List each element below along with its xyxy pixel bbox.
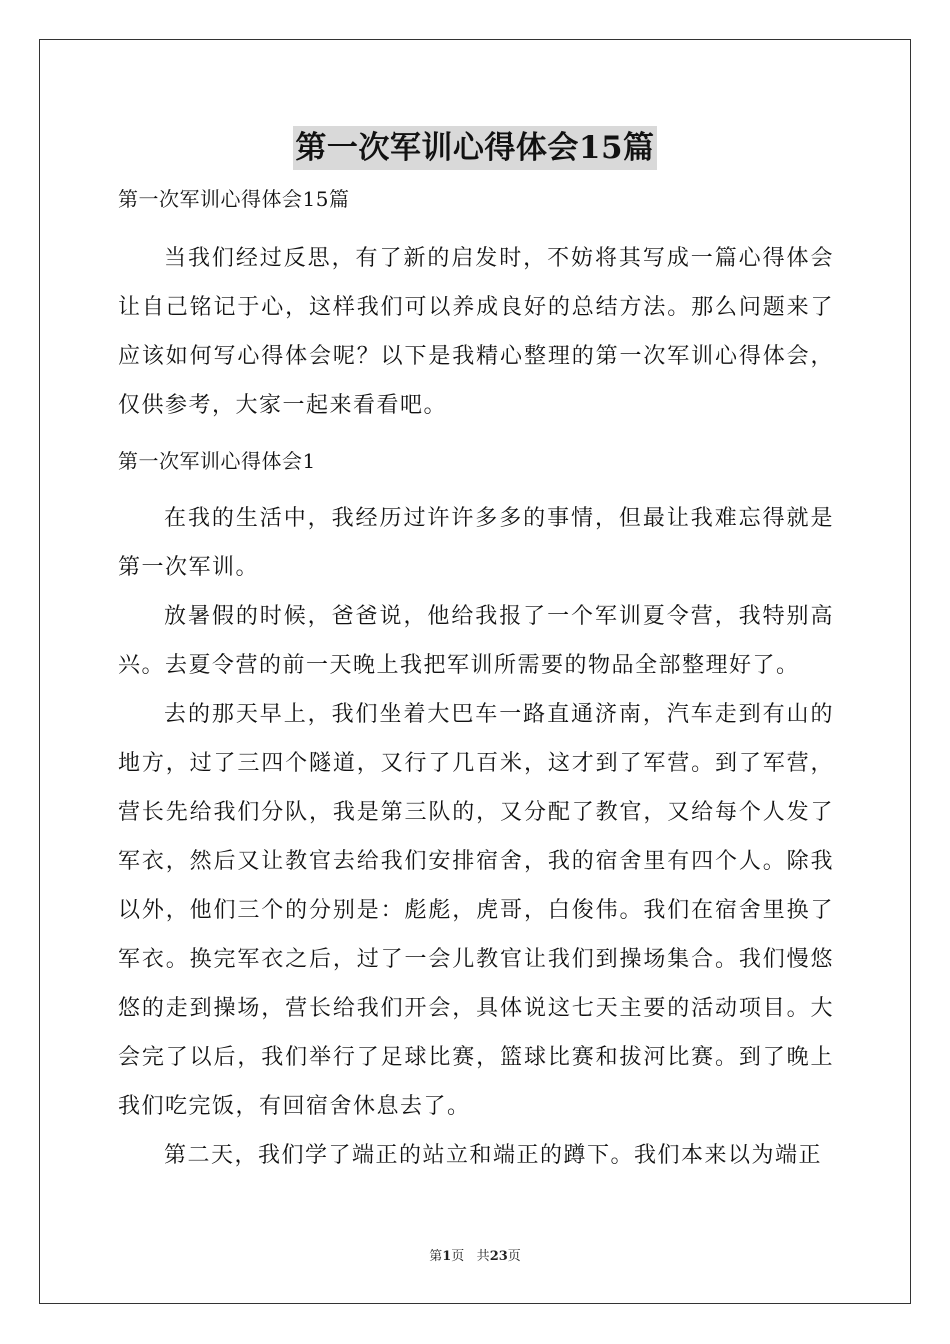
document-title: 第一次军训心得体会15篇 [293, 126, 656, 170]
section-heading: 第一次军训心得体会1 [118, 449, 316, 473]
footer-page-current: 1 [442, 1249, 452, 1264]
footer-page-total: 23 [489, 1249, 508, 1264]
body-paragraph: 放暑假的时候，爸爸说，他给我报了一个军训夏令营，我特别高兴。去夏令营的前一天晚上我把军训所需要的物品全部整理好了。 [118, 604, 834, 678]
body-paragraph: 在我的生活中，我经历过许许多多的事情，但最让我难忘得就是第一次军训。 [118, 506, 834, 580]
body-paragraph: 第二天，我们学了端正的站立和端正的蹲下。我们本来以为端正 [164, 1143, 823, 1168]
footer-total-suffix: 页 [507, 1249, 521, 1264]
intro-paragraph: 当我们经过反思，有了新的启发时，不妨将其写成一篇心得体会让自己铭记于心，这样我们可以养成良好的总结方法。那么问题来了应该如何写心得体会呢？以下是我精心整理的第一次军训心得体会，仅供参考，大家一起来看看吧。 [118, 246, 834, 418]
document-body [118, 180, 834, 1180]
page-footer [0, 1248, 950, 1266]
footer-page-mid: 页 [451, 1249, 465, 1264]
title-wrap [0, 126, 950, 170]
document-subtitle: 第一次军训心得体会15篇 [118, 187, 350, 211]
footer-total-prefix: 共 [476, 1249, 490, 1264]
body-paragraph: 去的那天早上，我们坐着大巴车一路直通济南，汽车走到有山的地方，过了三四个隧道，又行了几百米，这才到了军营。到了军营，营长先给我们分队，我是第三队的，又分配了教官，又给每个人发了军衣，然后又让教官去给我们安排宿舍，我的宿舍里有四个人。除我以外，他们三个的分别是：彪彪，虎哥，白俊伟。我们在宿舍里换了军衣。换完军衣之后，过了一会儿教官让我们到操场集合。我们慢悠悠的走到操场，营长给我们开会，具体说这七天主要的活动项目。大会完了以后，我们举行了足球比赛，篮球比赛和拔河比赛。到了晚上我们吃完饭，有回宿舍休息去了。 [118, 702, 834, 1119]
footer-page-prefix: 第 [429, 1249, 443, 1264]
